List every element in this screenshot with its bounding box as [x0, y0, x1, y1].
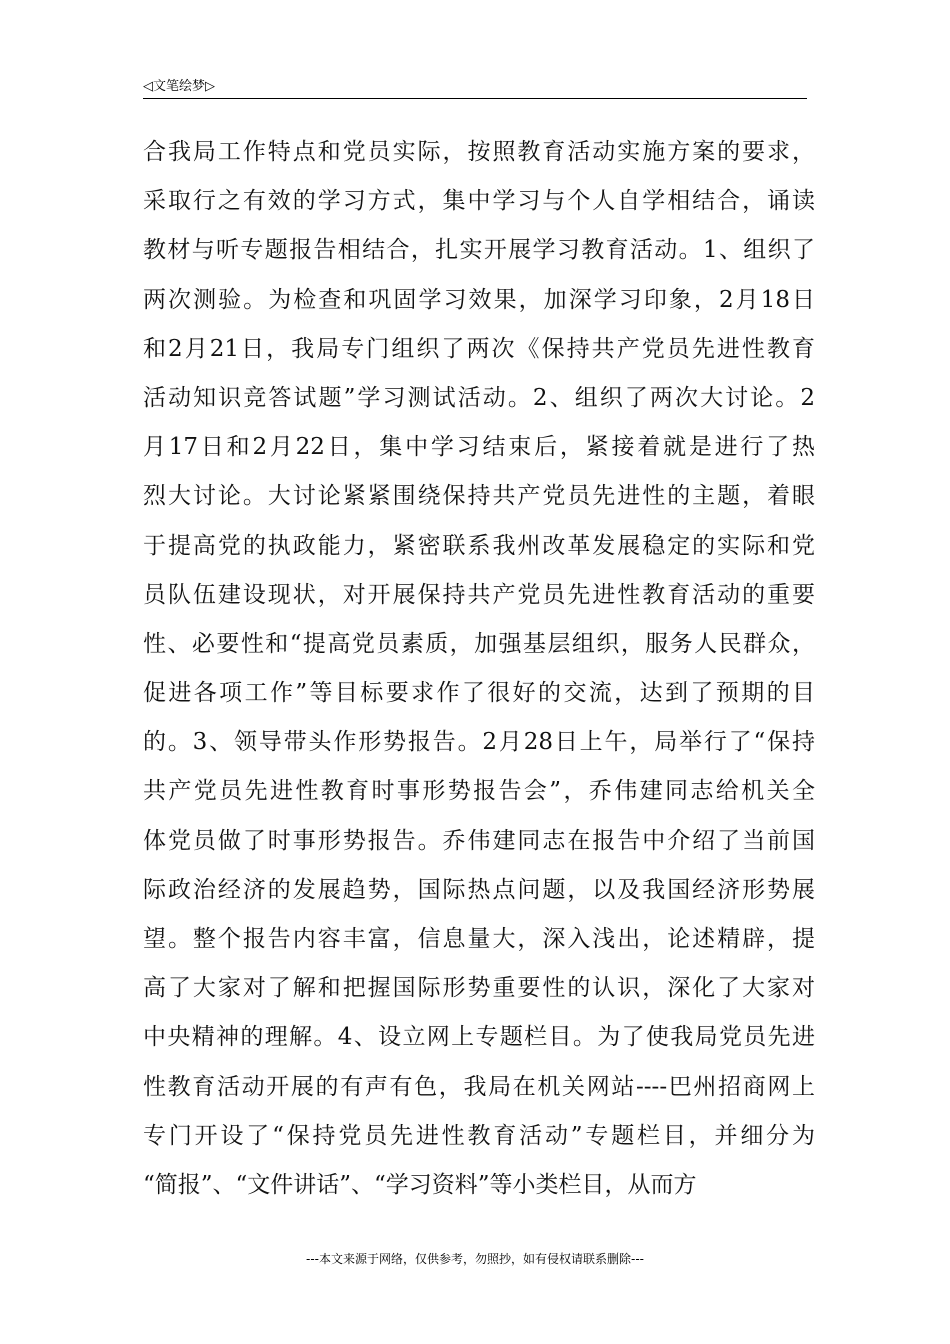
text-line: 专门开设了“保持党员先进性教育活动”专题栏目，并细分为	[143, 1122, 815, 1149]
text-line: 两次测验。为检查和巩固学习效果，加深学习印象，2月18日	[143, 286, 815, 313]
text-line: 员队伍建设现状，对开展保持共产党员先进性教育活动的重要	[143, 581, 815, 608]
text-line: “简报”、“文件讲话”、“学习资料”等小类栏目，从而方	[143, 1171, 697, 1198]
page-header	[143, 72, 807, 99]
body-text	[143, 128, 815, 1210]
text-line: 烈大讨论。大讨论紧紧围绕保持共产党员先进性的主题，着眼	[143, 483, 815, 510]
text-line: 活动知识竞答试题”学习测试活动。2、组织了两次大讨论。2	[143, 384, 815, 411]
text-line: 和2月21日，我局专门组织了两次《保持共产党员先进性教育	[143, 335, 815, 362]
footer-notice: ---本文来源于网络，仅供参考，勿照抄，如有侵权请联系删除---	[306, 1252, 644, 1266]
text-line: 体党员做了时事形势报告。乔伟建同志在报告中介绍了当前国	[143, 827, 815, 854]
text-line: 月17日和2月22日，集中学习结束后，紧接着就是进行了热	[143, 434, 815, 461]
text-line: 望。整个报告内容丰富，信息量大，深入浅出，论述精辟，提	[143, 926, 815, 952]
text-line: 共产党员先进性教育时事形势报告会”，乔伟建同志给机关全	[143, 778, 815, 805]
text-line: 的。3、领导带头作形势报告。2月28日上午，局举行了“保持	[143, 729, 815, 756]
text-line: 促进各项工作”等目标要求作了很好的交流，达到了预期的目	[143, 680, 815, 707]
text-line: 性教育活动开展的有声有色，我局在机关网站----巴州招商网上	[143, 1073, 815, 1100]
text-line: 高了大家对了解和把握国际形势重要性的认识，深化了大家对	[143, 975, 815, 1002]
text-line: 于提高党的执政能力，紧密联系我州改革发展稳定的实际和党	[143, 532, 815, 559]
text-line: 性、必要性和“提高党员素质，加强基层组织，服务人民群众，	[143, 630, 815, 657]
text-line: 教材与听专题报告相结合，扎实开展学习教育活动。1、组织了	[143, 237, 815, 264]
text-line: 采取行之有效的学习方式，集中学习与个人自学相结合，诵读	[143, 188, 815, 215]
text-line: 合我局工作特点和党员实际，按照教育活动实施方案的要求，	[143, 139, 815, 165]
text-line: 际政治经济的发展趋势，国际热点问题，以及我国经济形势展	[143, 876, 815, 903]
text-line: 中央精神的理解。4、设立网上专题栏目。为了使我局党员先进	[143, 1024, 815, 1051]
header-title: ◁文笔绘梦▷	[143, 79, 215, 94]
